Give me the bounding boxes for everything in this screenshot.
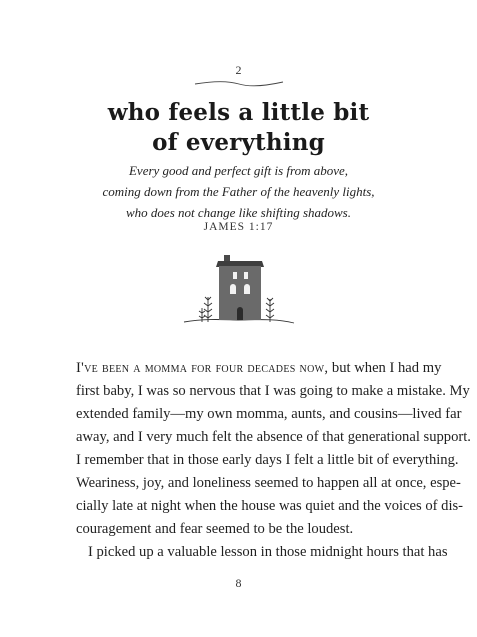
paragraph-2-line-1: I picked up a valuable lesson in those midnight hours that has: [88, 544, 448, 560]
body-line-1-rest: but when I had my: [328, 360, 442, 376]
chapter-title: [0, 98, 477, 158]
body-line: couragement and fear seemed to be the loudest.: [76, 521, 354, 537]
lead-in-small-caps: I've been a momma for four decades now,: [76, 360, 329, 376]
body-line: first baby, I was so nervous that I was going to make a mistake. My: [76, 383, 470, 399]
body-text: [76, 357, 477, 564]
body-line: extended family—my own momma, aunts, and cousins—lived far: [76, 406, 462, 422]
body-line: cially late at night when the house was quiet and the voices of dis-: [76, 498, 464, 514]
body-line: away, and I very much felt the absence of that generational support.: [76, 429, 471, 445]
epigraph-line-3: who does not change like shifting shadows.: [126, 205, 351, 220]
flourish-divider-icon: [193, 78, 285, 88]
body-line: I remember that in those early days I felt a little bit of everything.: [76, 452, 459, 468]
house-illustration-icon: [178, 252, 298, 332]
body-line: [76, 357, 477, 380]
body-line: Weariness, joy, and loneliness seemed to happen all at once, espe-: [76, 475, 461, 491]
chapter-number: 2: [235, 63, 242, 77]
epigraph-line-2: coming down from the Father of the heavenly lights,: [102, 184, 375, 199]
epigraph-line-1: Every good and perfect gift is from above,: [128, 163, 349, 178]
epigraph-attribution: JAMES 1:17: [203, 221, 274, 233]
chapter-title-line-1: who feels a little bit: [107, 99, 370, 126]
page-number: 8: [235, 576, 242, 590]
chapter-title-line-2: of everything: [152, 129, 325, 156]
epigraph: [0, 160, 477, 223]
